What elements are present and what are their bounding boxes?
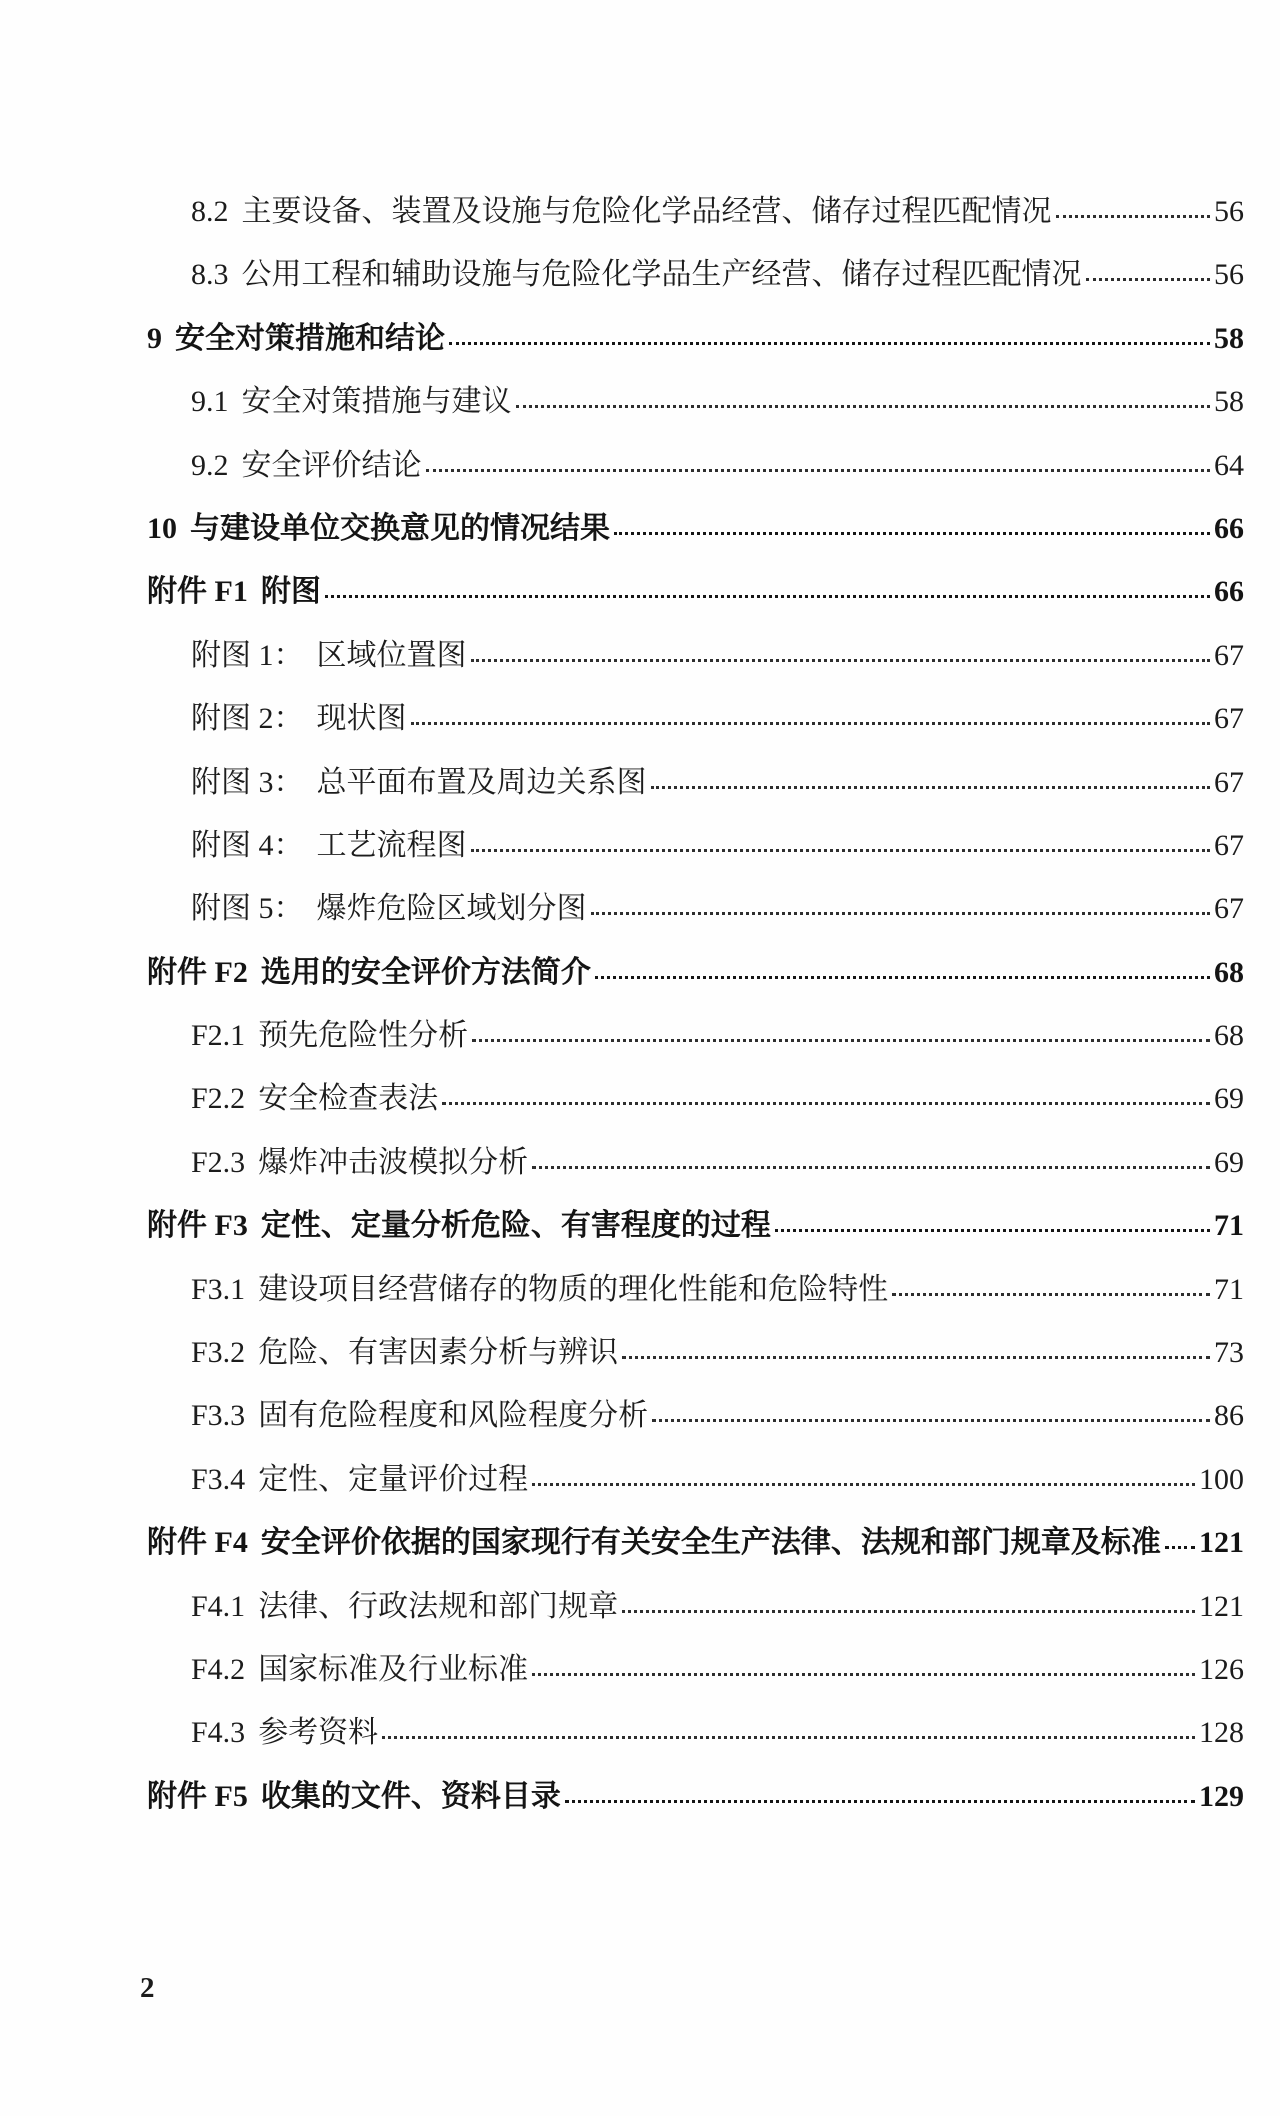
- toc-dotted-leader: [382, 1736, 1195, 1739]
- toc-dotted-leader: [1086, 278, 1211, 281]
- toc-dotted-leader: [325, 595, 1210, 598]
- toc-entry-number: 附图 5：: [191, 892, 304, 926]
- toc-entry-page: 58: [1214, 321, 1244, 355]
- toc-entry-title: 国家标准及行业标准: [258, 1652, 529, 1686]
- toc-entry: [147, 814, 1244, 877]
- toc-entry: [147, 1384, 1244, 1447]
- toc-entry: [147, 1258, 1244, 1321]
- toc-dotted-leader: [622, 1610, 1195, 1613]
- toc-entry-number: F4.2: [191, 1652, 246, 1686]
- toc-entry-page: 73: [1214, 1336, 1244, 1370]
- toc-entry-number: F2.2: [191, 1082, 246, 1116]
- toc-entry-title: 安全对策措施与建议: [241, 385, 512, 419]
- toc-entry: [147, 1765, 1244, 1828]
- toc-entry-title: 爆炸危险区域划分图: [316, 892, 587, 926]
- toc-entry-title: 参考资料: [258, 1716, 379, 1750]
- toc-dotted-leader: [532, 1483, 1195, 1486]
- toc-entry: [147, 497, 1244, 560]
- toc-entry-title: 附图: [260, 575, 321, 609]
- toc-entry: [147, 1511, 1244, 1574]
- toc-dotted-leader: [472, 1039, 1210, 1042]
- toc-entry-number: 附图 2：: [191, 702, 304, 736]
- toc-dotted-leader: [471, 849, 1211, 852]
- toc-entry-title: 公用工程和辅助设施与危险化学品生产经营、储存过程匹配情况: [241, 258, 1082, 292]
- toc-entry-number: 附图 4：: [191, 828, 304, 862]
- toc-entry-page: 126: [1199, 1652, 1244, 1686]
- toc-entry-number: F4.3: [191, 1716, 246, 1750]
- toc-entry: [147, 751, 1244, 814]
- toc-dotted-leader: [442, 1102, 1210, 1105]
- toc-entry-number: 附图 1：: [191, 638, 304, 672]
- toc-entry: [147, 877, 1244, 940]
- toc-entry: [147, 1448, 1244, 1511]
- toc-entry: [147, 1638, 1244, 1701]
- toc-entry: [147, 1004, 1244, 1067]
- toc-entry-number: 9.2: [191, 448, 229, 482]
- toc-entry-page: 67: [1214, 638, 1244, 672]
- toc-entry-title: 建设项目经营储存的物质的理化性能和危险特性: [258, 1272, 889, 1306]
- toc-entry: [147, 1194, 1244, 1257]
- toc-dotted-leader: [892, 1293, 1210, 1296]
- toc-entry-page: 56: [1214, 258, 1244, 292]
- toc-entry: [147, 687, 1244, 750]
- toc-entry-page: 68: [1214, 1019, 1244, 1053]
- toc-entry-page: 121: [1199, 1526, 1244, 1560]
- page-number: 2: [140, 1972, 155, 2004]
- toc-entry-title: 主要设备、装置及设施与危险化学品经营、储存过程匹配情况: [241, 195, 1052, 228]
- toc-entry-number: 8.2: [191, 195, 229, 228]
- toc-entry-title: 总平面布置及周边关系图: [316, 765, 647, 799]
- toc-entry: [147, 1067, 1244, 1130]
- toc-entry-title: 区域位置图: [316, 638, 467, 672]
- toc-entry-number: 附图 3：: [191, 765, 304, 799]
- toc-entry-title: 工艺流程图: [316, 828, 467, 862]
- toc-entry-title: 与建设单位交换意见的情况结果: [190, 511, 610, 545]
- toc-entry-number: 8.3: [191, 258, 229, 292]
- toc-entry-title: 固有危险程度和风险程度分析: [258, 1399, 649, 1433]
- toc-entry: [147, 307, 1244, 370]
- toc-entry-number: F3.4: [191, 1462, 246, 1496]
- toc-entry-page: 66: [1214, 575, 1244, 609]
- toc-entry-title: 爆炸冲击波模拟分析: [258, 1145, 529, 1179]
- toc-entry-number: F4.1: [191, 1589, 246, 1623]
- toc-entry-title: 选用的安全评价方法简介: [260, 955, 591, 989]
- toc-dotted-leader: [595, 976, 1210, 979]
- toc-entry-page: 66: [1214, 511, 1244, 545]
- toc-entry: [147, 180, 1244, 243]
- toc-entry-number: 附件 F3: [147, 1209, 248, 1243]
- toc-dotted-leader: [532, 1166, 1210, 1169]
- toc-entry-number: 9: [147, 321, 162, 355]
- toc-entry-page: 71: [1214, 1272, 1244, 1306]
- toc-entry-page: 69: [1214, 1082, 1244, 1116]
- toc-dotted-leader: [565, 1800, 1195, 1803]
- toc-entry-page: 100: [1199, 1462, 1244, 1496]
- toc-entry-number: 10: [147, 511, 177, 545]
- toc-entry-title: 安全评价依据的国家现行有关安全生产法律、法规和部门规章及标准: [260, 1526, 1161, 1560]
- toc-entry-title: 安全对策措施和结论: [175, 321, 445, 355]
- toc-entry-page: 68: [1214, 955, 1244, 989]
- toc-entry-title: 预先危险性分析: [258, 1019, 469, 1053]
- toc-entry-title: 安全检查表法: [258, 1082, 439, 1116]
- toc-entry-number: 附件 F4: [147, 1526, 248, 1560]
- toc-entry-title: 法律、行政法规和部门规章: [258, 1589, 619, 1623]
- toc-entry: [147, 560, 1244, 623]
- toc-entry-page: 128: [1199, 1716, 1244, 1750]
- toc-dotted-leader: [516, 405, 1211, 408]
- toc-dotted-leader: [775, 1229, 1210, 1232]
- toc-entry-page: 86: [1214, 1399, 1244, 1433]
- toc-dotted-leader: [614, 532, 1210, 535]
- toc-dotted-leader: [532, 1673, 1195, 1676]
- toc-entry-page: 67: [1214, 828, 1244, 862]
- toc-dotted-leader: [411, 722, 1211, 725]
- toc-entry: [147, 370, 1244, 433]
- toc-entry-page: 67: [1214, 892, 1244, 926]
- toc-entry: [147, 1575, 1244, 1638]
- toc-entry-number: F3.1: [191, 1272, 246, 1306]
- toc-entry-title: 定性、定量评价过程: [258, 1462, 529, 1496]
- toc-dotted-leader: [652, 1419, 1210, 1422]
- toc-entry: [147, 941, 1244, 1004]
- toc-dotted-leader: [651, 786, 1211, 789]
- toc-entry-page: 64: [1214, 448, 1244, 482]
- toc-entry-number: F2.1: [191, 1019, 246, 1053]
- toc-entry-number: F3.2: [191, 1336, 246, 1370]
- toc-entry: [147, 1131, 1244, 1194]
- toc-dotted-leader: [622, 1356, 1210, 1359]
- toc-entry-number: 附件 F2: [147, 955, 248, 989]
- toc-entry: [147, 434, 1244, 497]
- toc-entry: [147, 1321, 1244, 1384]
- toc-entry-page: 67: [1214, 765, 1244, 799]
- toc-entry-number: F3.3: [191, 1399, 246, 1433]
- toc-entry-title: 现状图: [316, 702, 407, 736]
- toc-dotted-leader: [426, 469, 1211, 472]
- toc-entry-page: 67: [1214, 702, 1244, 736]
- toc-dotted-leader: [471, 659, 1211, 662]
- toc-entry-page: 71: [1214, 1209, 1244, 1243]
- toc-entry: [147, 1701, 1244, 1764]
- toc-entry-number: 附件 F1: [147, 575, 248, 609]
- toc-dotted-leader: [1056, 215, 1211, 218]
- toc-entry-page: 58: [1214, 385, 1244, 419]
- toc-entry-title: 收集的文件、资料目录: [260, 1779, 561, 1813]
- toc-entry-title: 定性、定量分析危险、有害程度的过程: [260, 1209, 771, 1243]
- toc-dotted-leader: [591, 912, 1211, 915]
- toc-entry: [147, 624, 1244, 687]
- toc-dotted-leader: [1165, 1546, 1195, 1549]
- toc-entry-number: 附件 F5: [147, 1779, 248, 1813]
- toc-dotted-leader: [449, 342, 1210, 345]
- toc-entry: [147, 243, 1244, 306]
- toc-entry-page: 121: [1199, 1589, 1244, 1623]
- toc-entry-number: 9.1: [191, 385, 229, 419]
- toc-entry-number: F2.3: [191, 1145, 246, 1179]
- toc-entry-page: 129: [1199, 1779, 1244, 1813]
- toc-entry-page: 56: [1214, 195, 1244, 228]
- toc-entry-page: 69: [1214, 1145, 1244, 1179]
- toc-entry-title: 危险、有害因素分析与辨识: [258, 1336, 619, 1370]
- toc-entry-title: 安全评价结论: [241, 448, 422, 482]
- table-of-contents: [147, 180, 1244, 1828]
